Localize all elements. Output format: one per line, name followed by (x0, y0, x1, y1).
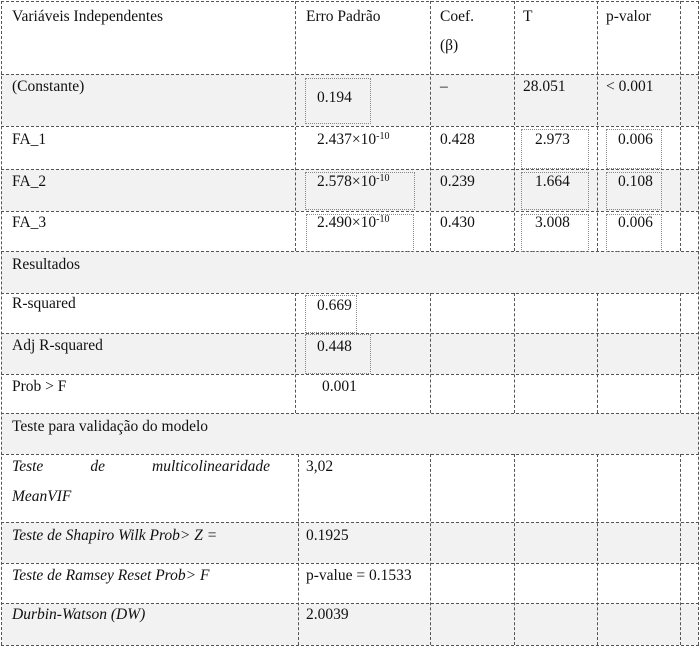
shapiro-label: Teste de Shapiro Wilk Prob> Z = (12, 527, 218, 544)
grid-line (597, 454, 598, 645)
grid-line (1, 522, 699, 523)
grid-line (1, 293, 699, 294)
row-shade-resultados (1, 251, 699, 293)
grid-line (1, 169, 699, 170)
grid-line (1, 1, 699, 2)
r-squared-value: 0.669 (317, 297, 352, 314)
grid-line (514, 293, 515, 413)
grid-line (1, 211, 699, 212)
row-fa1-erro (317, 131, 389, 149)
shapiro-value: 0.1925 (306, 527, 349, 544)
section-validacao: Teste para validação do modelo (12, 418, 209, 435)
row-fa3-coef: 0.430 (440, 214, 475, 231)
multicol-word-2: de (90, 458, 105, 475)
ramsey-label: Teste de Ramsey Reset Prob> F (12, 567, 210, 584)
adj-r-squared-value: 0.448 (317, 338, 352, 355)
grid-line (1, 1, 2, 645)
grid-line (1, 413, 699, 414)
section-resultados: Resultados (12, 256, 81, 273)
prob-f-value: 0.001 (322, 378, 357, 395)
header-p-valor: p-valor (606, 8, 651, 25)
grid-line (430, 1, 431, 251)
grid-line (680, 293, 681, 413)
header-coef: Coef. (440, 8, 475, 25)
grid-line (1, 563, 699, 564)
grid-line (680, 454, 681, 645)
row-constante-label: (Constante) (12, 78, 85, 95)
grid-line (1, 454, 699, 455)
multicol-label-line1 (12, 458, 270, 476)
grid-line (1, 645, 699, 646)
row-constante-coef: – (440, 78, 448, 95)
row-fa2-t: 1.664 (535, 173, 570, 190)
row-fa1-erro-exp: -10 (376, 131, 390, 142)
grid-line (680, 1, 681, 251)
row-fa3-label: FA_3 (12, 214, 47, 231)
dw-value: 2.0039 (306, 606, 349, 623)
multicol-label-line2: MeanVIF (12, 488, 72, 505)
grid-line (298, 454, 299, 645)
grid-line (698, 1, 699, 645)
row-constante-p: < 0.001 (606, 78, 654, 95)
row-fa2-erro-base: 2.578×10 (317, 173, 377, 190)
row-fa3-erro (317, 214, 389, 232)
row-fa1-coef: 0.428 (440, 131, 475, 148)
header-variaveis: Variáveis Independentes (12, 8, 164, 25)
r-squared-label: R-squared (12, 295, 76, 312)
row-constante-t: 28.051 (523, 78, 566, 95)
row-fa2-erro (317, 173, 389, 191)
multicol-word-1: Teste (12, 458, 44, 475)
multicol-value: 3,02 (306, 458, 334, 475)
grid-line (1, 374, 699, 375)
dw-label: Durbin-Watson (DW) (12, 606, 146, 623)
row-fa2-erro-exp: -10 (376, 173, 390, 184)
row-fa1-t: 2.973 (535, 131, 570, 148)
ramsey-value: p-value = 0.1533 (306, 567, 412, 584)
header-erro-padrao: Erro Padrão (306, 8, 381, 25)
header-t: T (523, 8, 533, 25)
row-fa2-coef: 0.239 (440, 173, 475, 190)
grid-line (295, 293, 296, 413)
row-fa1-label: FA_1 (12, 131, 47, 148)
grid-line (597, 293, 598, 413)
row-fa3-t: 3.008 (535, 214, 570, 231)
grid-line (514, 1, 515, 251)
grid-line (295, 1, 296, 251)
adj-r-squared-label: Adj R-squared (12, 337, 103, 354)
grid-line (1, 603, 699, 604)
row-fa2-label: FA_2 (12, 173, 47, 190)
row-constante-erro: 0.194 (317, 89, 352, 106)
prob-f-label: Prob > F (12, 378, 67, 395)
multicol-word-3: multicolinearidade (152, 458, 270, 475)
grid-line (430, 293, 431, 413)
row-fa3-erro-exp: -10 (376, 214, 390, 225)
row-fa2-p: 0.108 (618, 173, 653, 190)
grid-line (1, 74, 699, 75)
row-fa1-erro-base: 2.437×10 (317, 131, 377, 148)
row-fa3-p: 0.006 (618, 214, 653, 231)
grid-line (514, 454, 515, 645)
grid-line (1, 126, 699, 127)
grid-line (597, 1, 598, 251)
row-fa3-erro-base: 2.490×10 (317, 214, 377, 231)
row-fa1-p: 0.006 (618, 131, 653, 148)
header-beta: (β) (440, 37, 459, 54)
grid-line (430, 454, 431, 645)
